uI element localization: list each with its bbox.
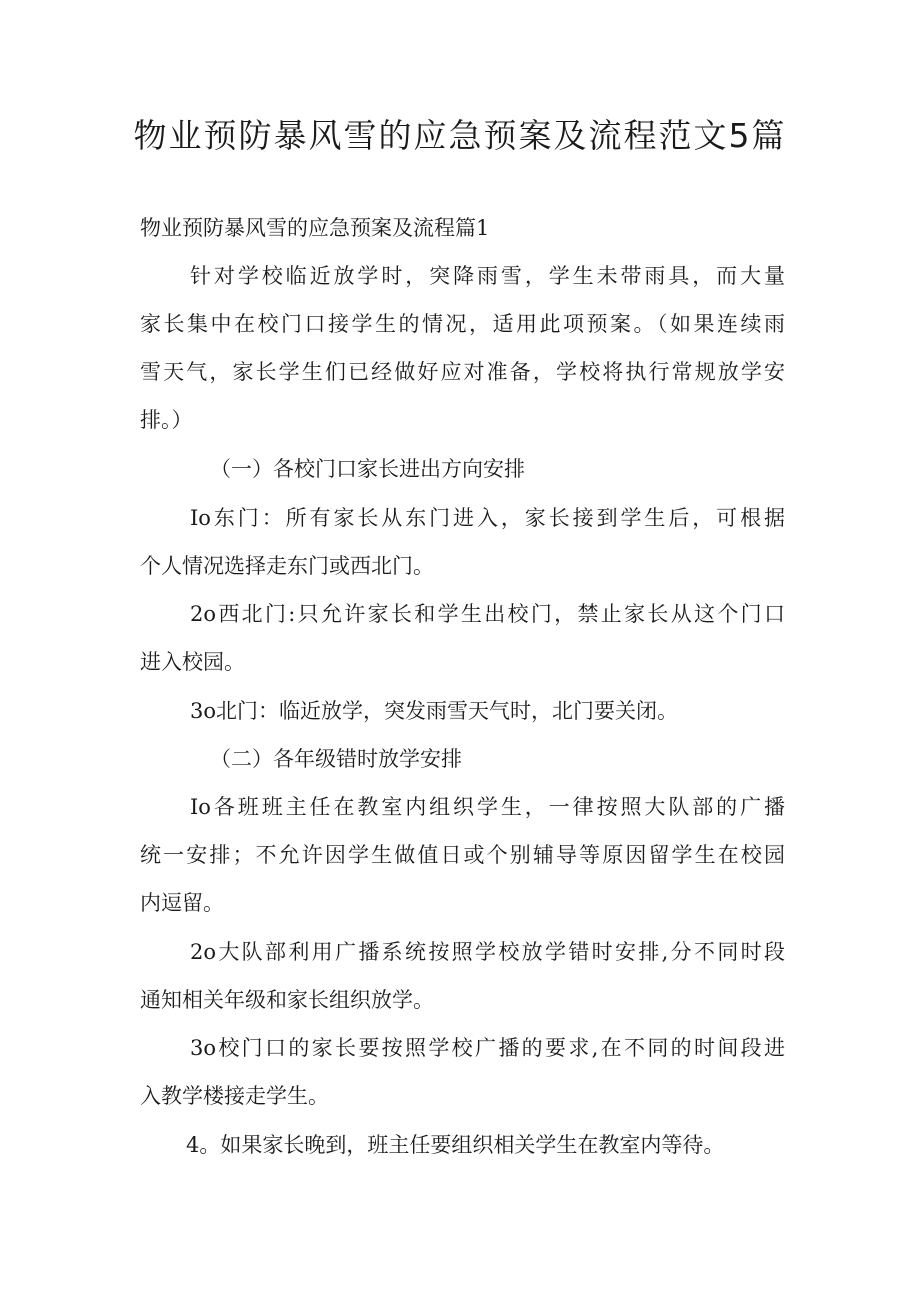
paragraph-line: 统一安排；不允许因学生做值日或个别辅导等原因留学生在校园 <box>140 843 785 867</box>
paragraph-line: 入教学楼接走学生。 <box>140 1084 329 1108</box>
paragraph-line: 内逗留。 <box>140 891 224 915</box>
sub-heading: （一）各校门口家长进出方向安排 <box>210 457 525 481</box>
paragraph-line: 3o校门口的家长要按照学校广播的要求,在不同的时间段进 <box>190 1036 785 1060</box>
paragraph-line: 进入校园。 <box>140 650 245 674</box>
document-title: 物业预防暴风雪的应急预案及流程范文5篇 <box>133 116 787 155</box>
paragraph-line: 2o大队部利用广播系统按照学校放学错时安排,分不同时段 <box>190 940 785 964</box>
paragraph-line: 家长集中在校门口接学生的情况，适用此项预案。（如果连续雨 <box>140 312 785 336</box>
paragraph-line: 雪天气，家长学生们已经做好应对准备，学校将执行常规放学安 <box>140 360 785 384</box>
paragraph-line: Io东门：所有家长从东门进入，家长接到学生后，可根据 <box>190 506 785 530</box>
paragraph-line: 2o西北门:只允许家长和学生出校门，禁止家长从这个门口 <box>190 602 785 626</box>
paragraph-line: 3o北门：临近放学，突发雨雪天气时，北门要关闭。 <box>190 699 679 723</box>
section-heading: 物业预防暴风雪的应急预案及流程篇1 <box>140 216 490 240</box>
paragraph-line: 排。） <box>140 408 193 432</box>
paragraph-line: Io各班班主任在教室内组织学生，一律按照大队部的广播 <box>190 795 785 819</box>
paragraph-line: 个人情况选择走东门或西北门。 <box>140 554 434 578</box>
paragraph-line: 针对学校临近放学时，突降雨雪，学生未带雨具，而大量 <box>190 264 785 288</box>
paragraph-line: 4。如果家长晚到，班主任要组织相关学生在教室内等待。 <box>186 1133 725 1157</box>
paragraph-line: 通知相关年级和家长组织放学。 <box>140 988 434 1012</box>
sub-heading: （二）各年级错时放学安排 <box>210 747 462 771</box>
